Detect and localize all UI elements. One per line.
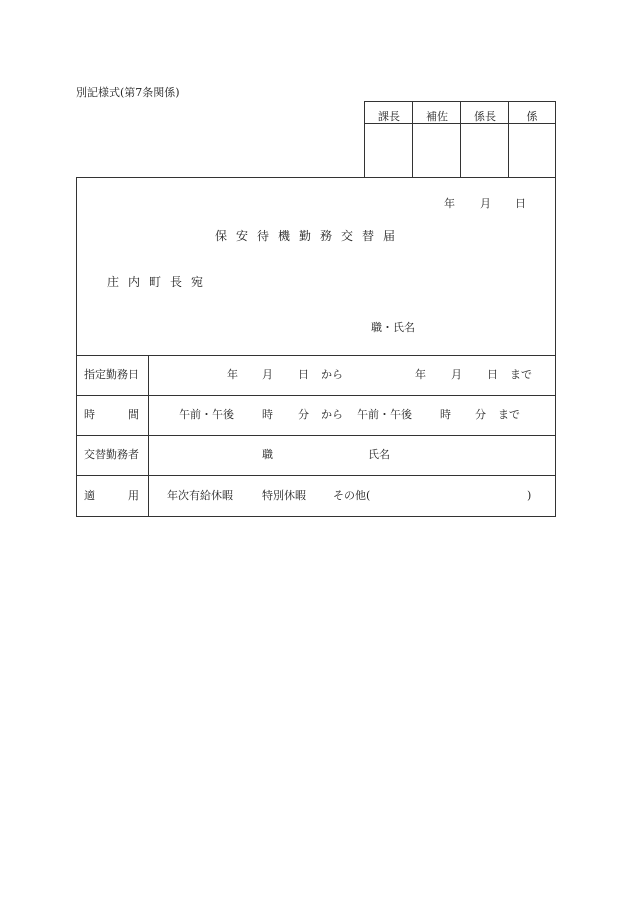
row-label-substitute: 交替勤務者 <box>84 448 139 461</box>
time-min-to: 分 <box>475 408 486 421</box>
date-month: 月 <box>480 197 491 210</box>
apply-other-close-paren: ) <box>527 489 532 502</box>
signature-label: 職・氏名 <box>371 321 415 334</box>
form-title: 保安待機勤務交替届 <box>215 229 405 243</box>
row-label-apply: 適 用 <box>84 489 139 502</box>
substitute-post-label: 職 <box>262 448 273 461</box>
approval-label-kakari: 係 <box>526 110 538 123</box>
designated-day-to: 日 <box>487 368 498 381</box>
time-from-text: から <box>321 408 343 421</box>
time-min-from: 分 <box>298 408 309 421</box>
approval-stamp-table <box>364 101 556 178</box>
date-day: 日 <box>515 197 526 210</box>
apply-other-field[interactable] <box>375 486 525 502</box>
date-year: 年 <box>444 197 455 210</box>
row-label-time: 時 間 <box>84 408 139 421</box>
substitute-name-label: 氏名 <box>368 448 390 461</box>
approval-label-kacho: 課長 <box>378 110 400 123</box>
substitute-field[interactable] <box>150 437 554 474</box>
designated-until-text: まで <box>510 368 532 381</box>
designated-month-from: 月 <box>262 368 273 381</box>
time-until-text: まで <box>498 408 520 421</box>
approval-label-kakaricho: 係長 <box>474 110 496 123</box>
designated-year-to: 年 <box>415 368 426 381</box>
time-hour-to: 時 <box>440 408 451 421</box>
time-ampm-from: 午前・午後 <box>179 408 234 421</box>
apply-option-other[interactable]: その他( <box>333 489 371 502</box>
approval-label-hosa: 補佐 <box>426 110 448 123</box>
designated-day-from: 日 <box>298 368 309 381</box>
row-label-designated-day: 指定勤務日 <box>84 368 139 381</box>
apply-option-special-leave[interactable]: 特別休暇 <box>262 489 306 502</box>
apply-option-annual-leave[interactable]: 年次有給休暇 <box>167 489 233 502</box>
signature-field[interactable] <box>430 318 540 334</box>
form-heading: 別記様式(第7条関係) <box>76 86 180 99</box>
designated-year-from: 年 <box>227 368 238 381</box>
designated-from-text: から <box>321 368 343 381</box>
time-hour-from: 時 <box>262 408 273 421</box>
time-ampm-to: 午前・午後 <box>357 408 412 421</box>
label-column-divider <box>148 355 149 516</box>
addressee: 庄内町長宛 <box>107 275 213 289</box>
designated-month-to: 月 <box>451 368 462 381</box>
